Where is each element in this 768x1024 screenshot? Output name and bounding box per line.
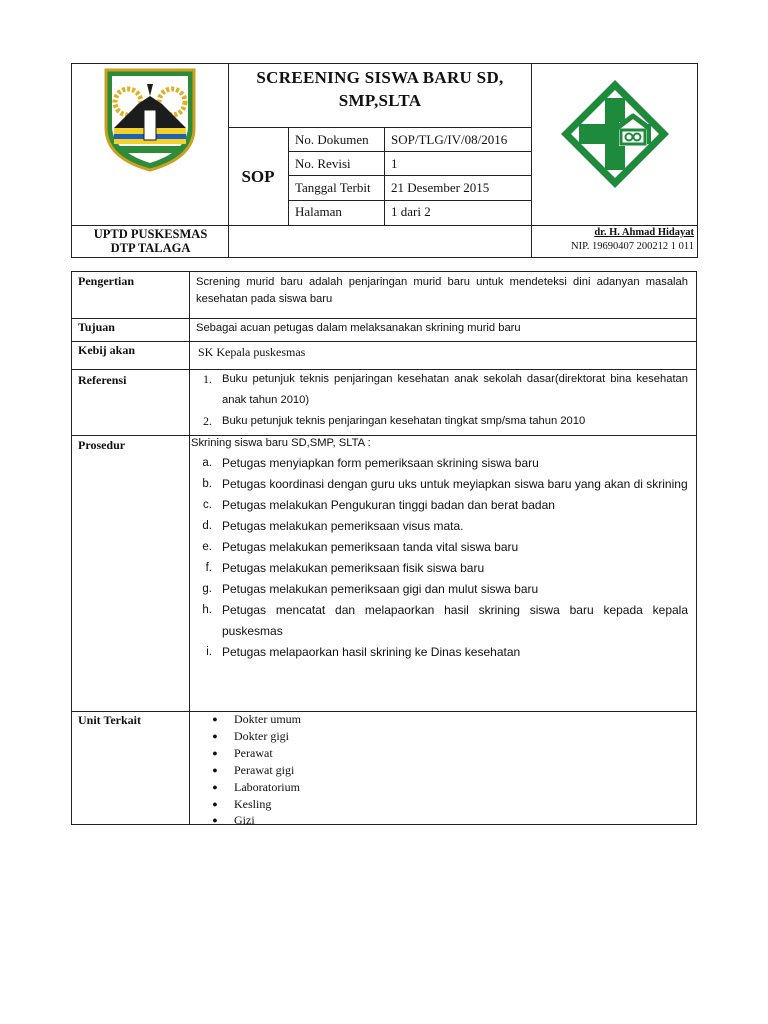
unit-terkait-list xyxy=(190,711,696,829)
unit-item xyxy=(190,796,696,813)
meta-value-no-dokumen: SOP/TLG/IV/08/2016 xyxy=(391,132,508,147)
unit-item xyxy=(190,711,696,728)
organization-line-1: UPTD PUSKESMAS xyxy=(93,227,208,241)
unit-item-text: Kesling xyxy=(234,796,272,811)
unit-item xyxy=(190,762,696,779)
unit-item xyxy=(190,779,696,796)
prosedur-step xyxy=(190,495,688,516)
prosedur-step-text: Petugas menyiapkan form pemeriksaan skrining siswa baru xyxy=(222,456,539,470)
bullet-icon: ● xyxy=(212,747,218,758)
signer-nip: NIP. 19690407 200212 1 011 xyxy=(571,241,694,252)
text-tujuan: Sebagai acuan petugas dalam melaksanakan skrining murid baru xyxy=(196,322,521,334)
prosedur-step-letter: h. xyxy=(202,604,212,616)
prosedur-step xyxy=(190,579,688,600)
unit-item-text: Laboratorium xyxy=(234,779,300,794)
label-referensi: Referensi xyxy=(78,373,127,387)
prosedur-step-letter: b. xyxy=(202,478,212,490)
prosedur-step-letter: g. xyxy=(202,583,212,595)
prosedur-step xyxy=(190,453,688,474)
prosedur-step xyxy=(190,474,688,495)
meta-label-no-revisi: No. Revisi xyxy=(295,156,351,171)
organization-line-2: DTP TALAGA xyxy=(110,241,191,255)
document-title: SCREENING SISWA BARU SD, SMP,SLTA xyxy=(256,68,504,110)
referensi-item xyxy=(190,369,688,411)
referensi-item-text: Buku petunjuk teknis penjaringan kesehatan tingkat smp/sma tahun 2010 xyxy=(222,415,586,427)
prosedur-step-text: Petugas koordinasi dengan guru uks untuk meyiapkan siswa baru yang akan di skrining xyxy=(222,477,688,491)
meta-label-halaman: Halaman xyxy=(295,204,342,219)
unit-item-text: Dokter umum xyxy=(234,712,301,726)
unit-item-text: Gizi xyxy=(234,813,255,828)
prosedur-step-letter: i. xyxy=(206,646,212,658)
label-prosedur: Prosedur xyxy=(78,438,126,452)
meta-label-tanggal-terbit: Tanggal Terbit xyxy=(295,180,371,195)
prosedur-step-text: Petugas melakukan pemeriksaan tanda vital siswa baru xyxy=(222,540,519,554)
text-kebijakan: SK Kepala puskesmas xyxy=(198,345,306,359)
prosedur-step xyxy=(190,642,688,663)
text-pengertian: Screning murid baru adalah penjaringan murid baru untuk mendeteksi dini adanyan masalah kesehatan pada siswa baru xyxy=(196,276,688,305)
prosedur-intro: Skrining siswa baru SD,SMP, SLTA : xyxy=(191,437,371,449)
bullet-icon: ● xyxy=(212,730,218,741)
label-kebijakan: Kebij akan xyxy=(78,343,136,357)
label-unit-terkait: Unit Terkait xyxy=(78,713,142,727)
bullet-icon: ● xyxy=(212,781,218,792)
prosedur-step xyxy=(190,600,688,642)
prosedur-step-letter: d. xyxy=(202,520,212,532)
meta-value-tanggal-terbit: 21 Desember 2015 xyxy=(391,180,490,195)
prosedur-list xyxy=(190,453,696,663)
referensi-item-text: Buku petunjuk teknis penjaringan kesehatan anak sekolah dasar(direktorat bina kesehatan anak tahun 2010) xyxy=(222,373,688,406)
bullet-icon: ● xyxy=(212,798,218,809)
prosedur-step-letter: e. xyxy=(202,541,212,553)
referensi-list xyxy=(190,369,696,432)
meta-value-no-revisi: 1 xyxy=(391,156,398,171)
organization-name xyxy=(72,225,229,257)
label-tujuan: Tujuan xyxy=(78,320,115,334)
prosedur-step-text: Petugas melapaorkan hasil skrining ke Dinas kesehatan xyxy=(222,645,521,659)
unit-item xyxy=(190,728,696,745)
prosedur-step-letter: f. xyxy=(205,562,212,574)
prosedur-step-text: Petugas melakukan Pengukuran tinggi badan dan berat badan xyxy=(222,498,555,512)
meta-value-halaman: 1 dari 2 xyxy=(391,204,431,219)
referensi-item-number: 2. xyxy=(203,414,212,428)
sop-label: SOP xyxy=(241,166,275,186)
prosedur-step xyxy=(190,558,688,579)
prosedur-step-text: Petugas melakukan pemeriksaan gigi dan mulut siswa baru xyxy=(222,582,539,596)
puskesmas-logo xyxy=(557,76,673,192)
label-pengertian: Pengertian xyxy=(78,274,134,288)
prosedur-step-text: Petugas melakukan pemeriksaan fisik siswa baru xyxy=(222,561,485,575)
unit-item xyxy=(190,745,696,762)
unit-item-text: Perawat xyxy=(234,745,273,760)
signer-name: dr. H. Ahmad Hidayat xyxy=(594,227,694,238)
prosedur-step-letter: a. xyxy=(202,457,212,469)
signer-block xyxy=(532,225,698,257)
prosedur-step xyxy=(190,537,688,558)
referensi-item xyxy=(190,411,688,432)
meta-label-no-dokumen: No. Dokumen xyxy=(295,132,369,147)
prosedur-step-text: Petugas mencatat dan melapaorkan hasil skrining siswa baru kepada kepala puskesmas xyxy=(222,603,688,638)
prosedur-step-text: Petugas melakukan pemeriksaan visus mata. xyxy=(222,519,464,533)
unit-item-text: Dokter gigi xyxy=(234,728,289,743)
unit-item xyxy=(190,812,696,829)
prosedur-step xyxy=(190,516,688,537)
unit-item-text: Perawat gigi xyxy=(234,762,295,777)
regency-crest-logo xyxy=(100,66,200,174)
referensi-item-number: 1. xyxy=(203,372,212,386)
bullet-icon: ● xyxy=(212,714,218,724)
prosedur-step-letter: c. xyxy=(203,499,212,511)
bullet-icon: ● xyxy=(212,764,218,775)
bullet-icon: ● xyxy=(212,815,218,826)
